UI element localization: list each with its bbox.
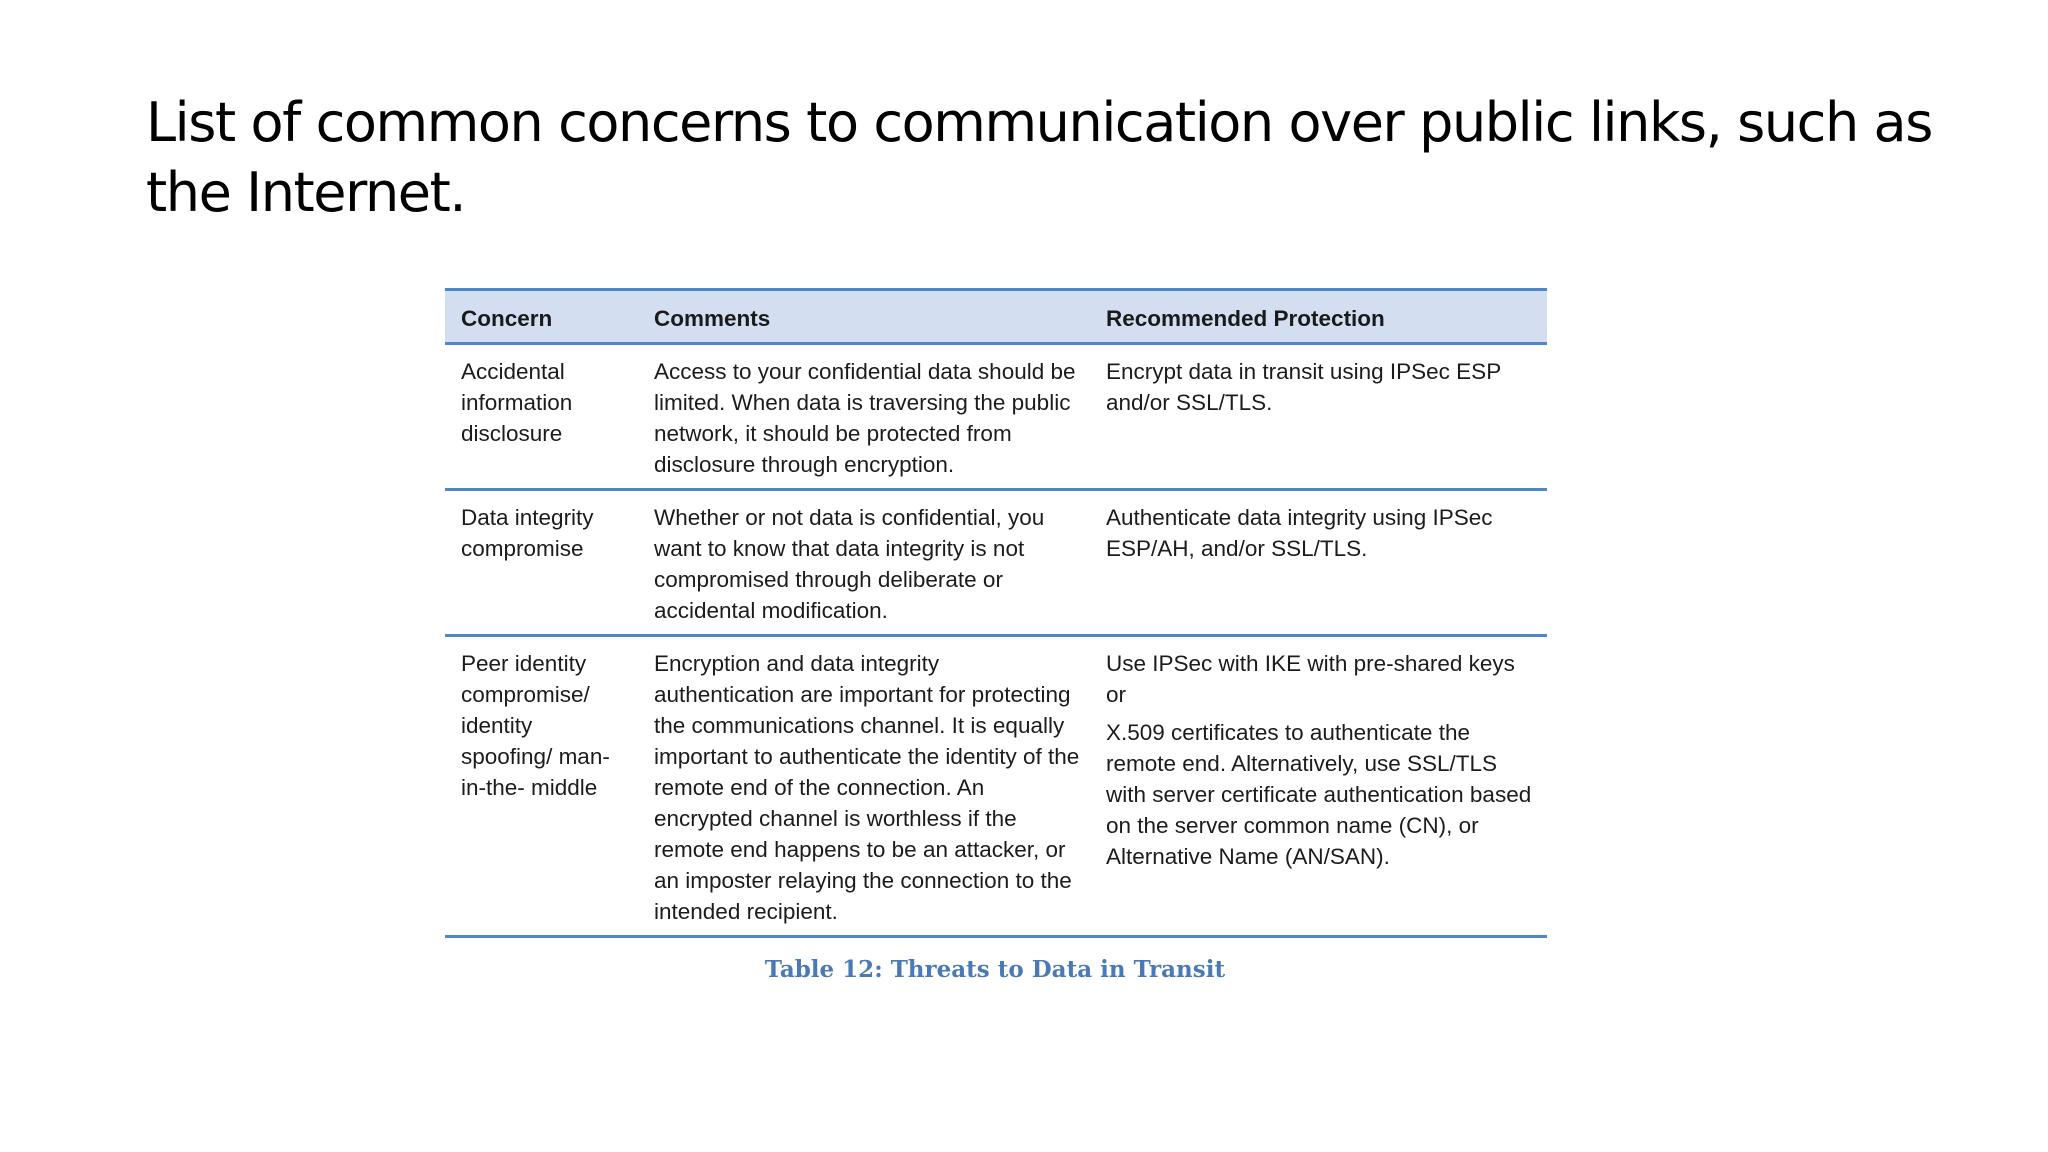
table-caption: Table 12: Threats to Data in Transit	[764, 956, 1226, 983]
header-concern: Concern	[461, 306, 553, 331]
table-header-row	[445, 290, 1547, 344]
table-row	[445, 636, 1547, 937]
header-recommended-protection: Recommended Protection	[1106, 306, 1385, 331]
cell-comments: Access to your confidential data should be limited. When data is traversing the public network, it should be protected from disclosure through encryption.	[654, 359, 1076, 477]
cell-protection	[1090, 636, 1547, 937]
table-body	[445, 344, 1547, 937]
cell-comments: Whether or not data is confidential, you want to know that data integrity is not compromised through deliberate or accidental modification.	[654, 505, 1045, 623]
cell-protection	[1090, 490, 1547, 636]
protection-paragraph: Use IPSec with IKE with pre-shared keys or	[1106, 651, 1515, 707]
cell-concern: Data integrity compromise	[461, 505, 594, 561]
cell-concern: Peer identity compromise/ identity spoofing/ man-in-the- middle	[461, 651, 610, 800]
protection-paragraph: Encrypt data in transit using IPSec ESP and/or SSL/TLS.	[1106, 359, 1501, 415]
table-header	[445, 290, 1547, 344]
cell-comments: Encryption and data integrity authentication are important for protecting the communications channel. It is equally important to authenticate the identity of the remote end of the connection. An encrypted channel is worthless if the remote end happens to be an attacker, or an imposter relaying the connection to the intended recipient.	[654, 651, 1080, 924]
table-row	[445, 344, 1547, 490]
header-comments: Comments	[654, 306, 771, 331]
protection-paragraph: Authenticate data integrity using IPSec ESP/AH, and/or SSL/TLS.	[1106, 505, 1493, 561]
slide-title: List of common concerns to communication over public links, such as the Internet.	[146, 91, 1932, 224]
threats-table-container	[445, 288, 1547, 938]
cell-protection	[1090, 344, 1547, 490]
table-row	[445, 490, 1547, 636]
threats-table	[445, 288, 1547, 938]
cell-concern: Accidental information disclosure	[461, 359, 573, 446]
protection-paragraph: X.509 certificates to authenticate the remote end. Alternatively, use SSL/TLS with server certificate authentication based on the server common name (CN), or Alternative Name (AN/SAN).	[1106, 720, 1532, 869]
